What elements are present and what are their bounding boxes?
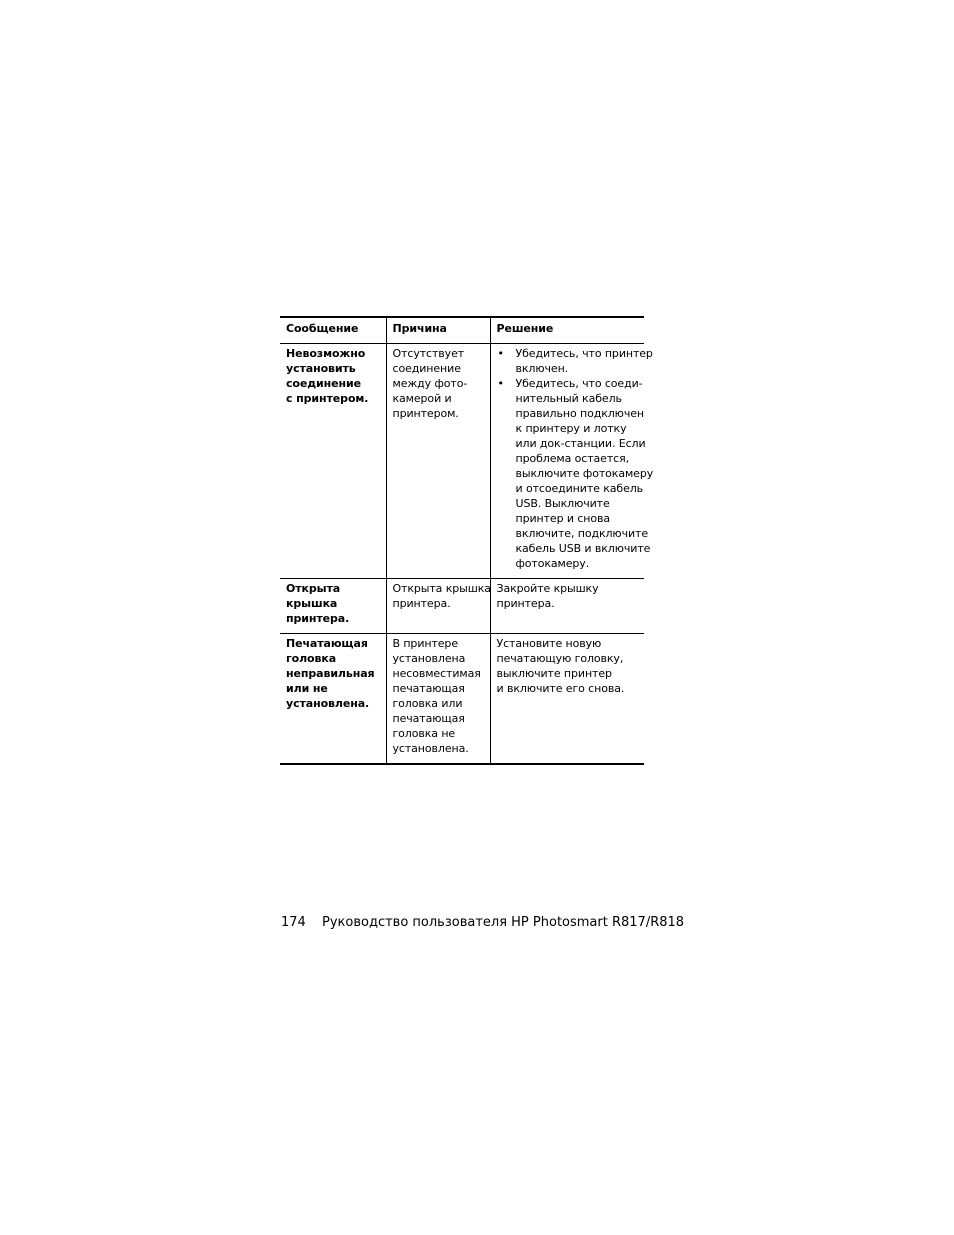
message-line: головка [286,652,337,665]
message-line: крышка [286,597,338,610]
solution-line: Закройте крышку [496,582,599,595]
cause-line: установлена. [392,742,469,755]
solution-list [497,346,654,571]
cause-line: головка не [392,727,456,740]
list-item [497,376,654,571]
page-number: 174 [281,915,306,930]
cause-line: соединение [392,362,461,375]
solution-line: принтер и снова [515,512,611,525]
table-row [280,344,644,579]
solution-line: Установите новую [496,637,602,650]
message-line: принтера. [286,612,350,625]
bullet-icon: • [497,347,504,360]
troubleshooting-table [280,316,654,765]
solution-cell [490,344,654,579]
cause-line: между фото- [392,377,468,390]
solution-line: правильно подключен [515,407,644,420]
cause-line: печатающая [392,682,465,695]
table-header-row [280,317,644,344]
solution-line: включен. [515,362,569,375]
header-cause: Причина [386,317,490,344]
bullet-icon: • [497,377,504,390]
cause-line: камерой и [392,392,452,405]
message-line: Печатающая [286,637,368,650]
cause-line: установлена [392,652,466,665]
solution-line: кабель USB и включите [515,542,651,555]
cause-line: несовместимая [392,667,481,680]
cause-cell [386,634,490,765]
message-line: Открыта [286,582,341,595]
manual-title: Руководство пользователя HP Photosmart R817/R818 [322,915,685,930]
cause-cell [386,344,490,579]
solution-line: фотокамеру. [515,557,590,570]
solution-cell [490,579,644,634]
list-item [497,346,653,376]
header-message: Сообщение [280,317,386,344]
solution-line: и отсоедините кабель [515,482,644,495]
solution-line: принтера. [496,597,555,610]
solution-line: к принтеру и лотку [515,422,627,435]
solution-line: Убедитесь, что принтер [515,347,653,360]
message-cell [280,634,386,765]
cause-line: Отсутствует [392,347,465,360]
solution-line: и включите его снова. [496,682,625,695]
header-solution: Решение [490,317,644,344]
message-cell [280,344,386,579]
table-row [280,579,644,634]
solution-line: включите, подключите [515,527,649,540]
solution-line: выключите фотокамеру [515,467,654,480]
cause-line: головка или [392,697,463,710]
message-line: или не [286,682,328,695]
cause-line: Открыта крышка [392,582,491,595]
solution-line: USB. Выключите [515,497,610,510]
solution-cell [490,634,644,765]
message-line: установлена. [286,697,370,710]
message-cell [280,579,386,634]
solution-line: нительный кабель [515,392,622,405]
cause-line: печатающая [392,712,465,725]
table-row [280,634,644,765]
cause-line: В принтере [392,637,458,650]
message-line: установить [286,362,356,375]
message-line: соединение [286,377,361,390]
page-footer [281,914,684,932]
solution-line: Убедитесь, что соеди- [515,377,643,390]
message-line: неправильная [286,667,375,680]
message-line: Невозможно [286,347,366,360]
cause-line: принтера. [392,597,451,610]
cause-line: принтером. [392,407,459,420]
solution-line: проблема остается, [515,452,629,465]
message-line: с принтером. [286,392,369,405]
solution-line: или док-станции. Если [515,437,646,450]
cause-cell [386,579,490,634]
solution-line: выключите принтер [496,667,612,680]
solution-line: печатающую головку, [496,652,624,665]
